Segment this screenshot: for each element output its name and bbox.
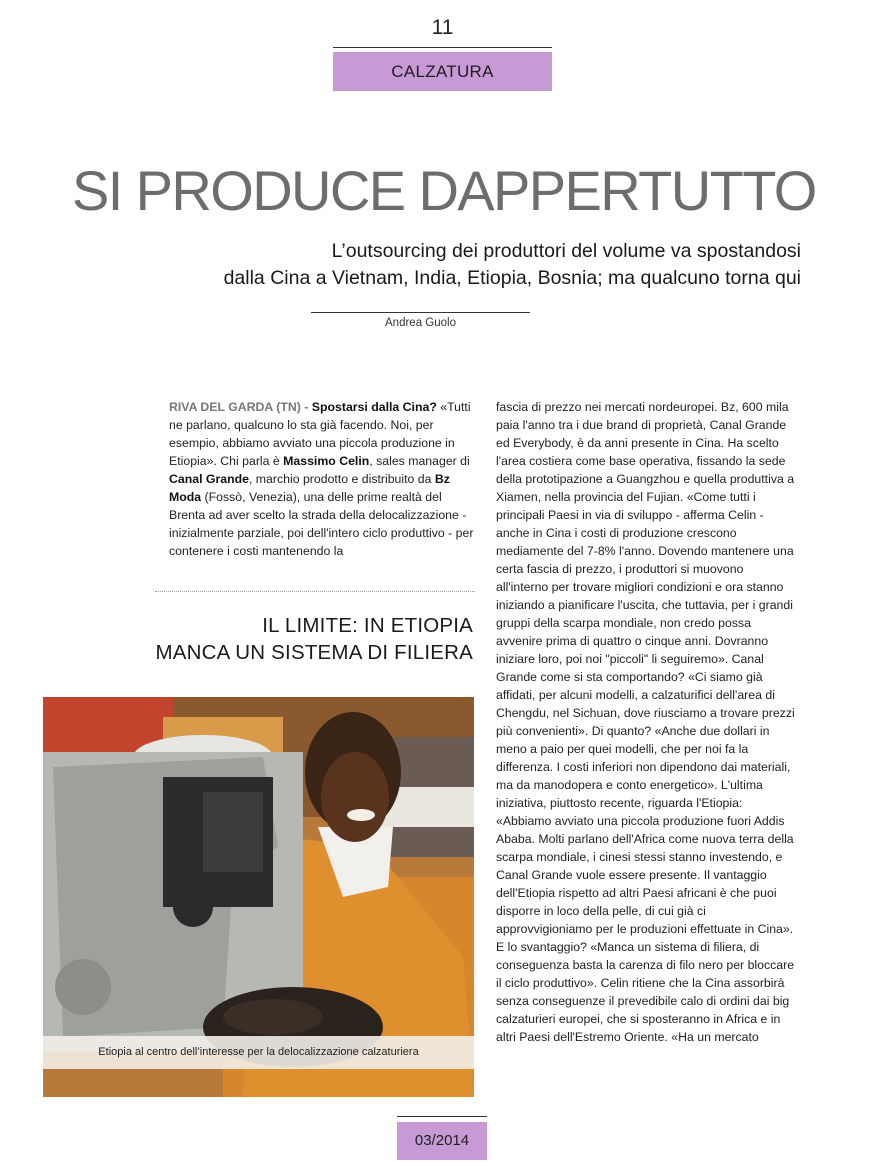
- body-text: «Tutti ne parlano, qualcuno lo sta già facendo. Noi, per esempio, abbiamo avviato una piccola produzione in Etiopia». Chi parla è: [169, 400, 471, 468]
- article-subheadline: [224, 238, 801, 292]
- person-name: Massimo Celin: [283, 454, 370, 468]
- subheadline-line: L’outsourcing dei produttori del volume va spostandosi: [331, 240, 801, 262]
- subheadline-line: dalla Cina a Vietnam, India, Etiopia, Bosnia; ma qualcuno torna qui: [223, 267, 801, 289]
- issue-tag: 03/2014: [397, 1122, 487, 1160]
- article-headline: SI PRODUCE DAPPERTUTTO: [72, 159, 816, 222]
- page-number: 11: [431, 16, 454, 39]
- body-text: (Fossò, Venezia), una delle prime realtà del Brenta ad aver scelto la strada della delocalizzazione - inizialmente parziale, poi dell'intero ciclo produttivo - per contenere i costi mantenendo la: [169, 490, 474, 558]
- article-photo: [43, 697, 474, 1097]
- box-heading: [155, 612, 473, 666]
- byline-rule: [311, 312, 530, 313]
- box-heading-line: IL LIMITE: IN ETIOPIA: [262, 614, 473, 637]
- footer-rule: [397, 1116, 487, 1117]
- company-name: Bz Moda: [169, 472, 450, 504]
- header-rule: [333, 47, 552, 48]
- left-column-text: [169, 398, 475, 560]
- dateline: RIVA DEL GARDA (TN) -: [169, 400, 312, 414]
- section-tag: CALZATURA: [333, 52, 552, 91]
- photo-caption: Etiopia al centro dell’interesse per la delocalizzazione calzaturiera: [43, 1036, 474, 1069]
- author-byline: Andrea Guolo: [385, 317, 456, 329]
- lead-question: Spostarsi dalla Cina?: [311, 400, 437, 414]
- right-column-text: fascia di prezzo nei mercati nordeuropei. Bz, 600 mila paia l'anno tra i due brand di proprietà, Canal Grande ed Everybody, è da anni presente in Cina. Ha scelto l'area costiera come base operativa, fissando la sede della prototipazione a Guangzhou e quella produttiva a Xiamen, nella provincia del Fujian. «Come tutti i principali Paesi in via di sviluppo - afferma Celin - anche in Cina i costi di produzione crescono mediamente del 7-8% l'anno. Dovendo mantenere una certa fascia di prezzo, i produttori si muovono all'interno per trovare migliori condizioni e ora stanno iniziando a pianificare l'uscita, che tuttavia, per i grandi gruppi della scarpa mondiale, non credo possa avvenire prima di quattro o cinque anni. Dovranno iniziare loro, poi noi "piccoli" li seguiremo». Canal Grande come si sta comportando? «Ci siamo già affidati, per alcuni modelli, a calzaturifici dell'area di Chengdu, nel Sichuan, dove riusciamo a trovare prezzi più convenienti». Di quanto? «Anche due dollari in meno a paio per quei modelli, che per noi fa la differenza. I costi inferiori non dipendono dai materiali, ma da manodopera e conto energetico». L'ultima iniziativa, piuttosto recente, riguarda l'Etiopia: «Abbiamo avviato una piccola produzione fuori Addis Ababa. Molti parlano dell'Africa come nuova terra della scarpa mondiale, i cinesi stessi stanno investendo, e Canal Grande vuole essere presente. Il vantaggio dell'Etiopia rispetto ad altri Paesi africani è che puoi disporre in loco della pelle, di cui già ci approvvigioniamo per le produzioni effettuate in Cina». E lo svantaggio? «Manca un sistema di filiera, di conseguenza basta la carenza di filo nero per bloccare il ciclo produttivo». Celin ritiene che la Cina assorbirà senza conseguenze il prevedibile calo di ordini dai big calzaturieri europei, che si sposteranno in Africa e in altri Paesi dell'Estremo Oriente. «Ha un mercato: [496, 400, 795, 1044]
- box-heading-line: MANCA UN SISTEMA DI FILIERA: [155, 641, 473, 664]
- brand-name: Canal Grande: [169, 472, 249, 486]
- section-divider: [155, 591, 475, 592]
- body-text: , sales manager di: [369, 454, 470, 468]
- body-text: , marchio prodotto e distribuito da: [248, 472, 435, 486]
